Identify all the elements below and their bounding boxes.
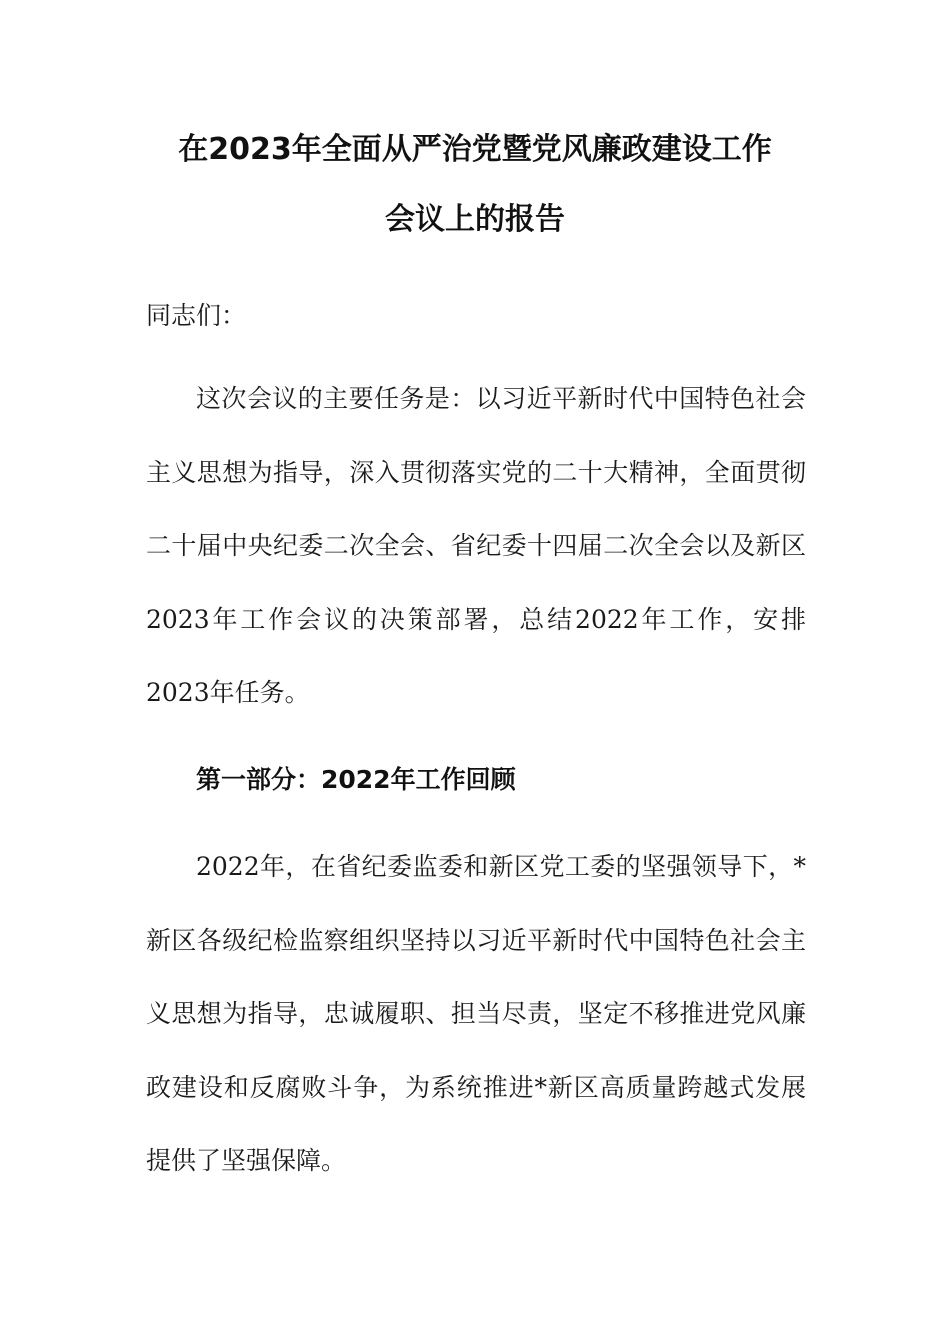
salutation: 同志们： [146,301,247,330]
section-heading: 第一部分：2022年工作回顾 [196,765,516,794]
document-title-line-1: 在2023年全面从严治党暨党风廉政建设工作 [178,132,772,167]
document-title-line-2: 会议上的报告 [385,202,565,237]
paragraph-review: 2022年，在省纪委监委和新区党工委的坚强领导下，*新区各级纪检监察组织坚持以习近平新时代中国特色社会主义思想为指导，忠诚履职、担当尽责，坚定不移推进党风廉政建设和反腐败斗争，为系统推进*新区高质量跨越式发展提供了坚强保障。 [146,852,806,1175]
paragraph-intro: 这次会议的主要任务是：以习近平新时代中国特色社会主义思想为指导，深入贯彻落实党的二十大精神，全面贯彻二十届中央纪委二次全会、省纪委十四届二次全会以及新区2023年工作会议的决策部署，总结2022年工作，安排2023年任务。 [146,384,806,707]
